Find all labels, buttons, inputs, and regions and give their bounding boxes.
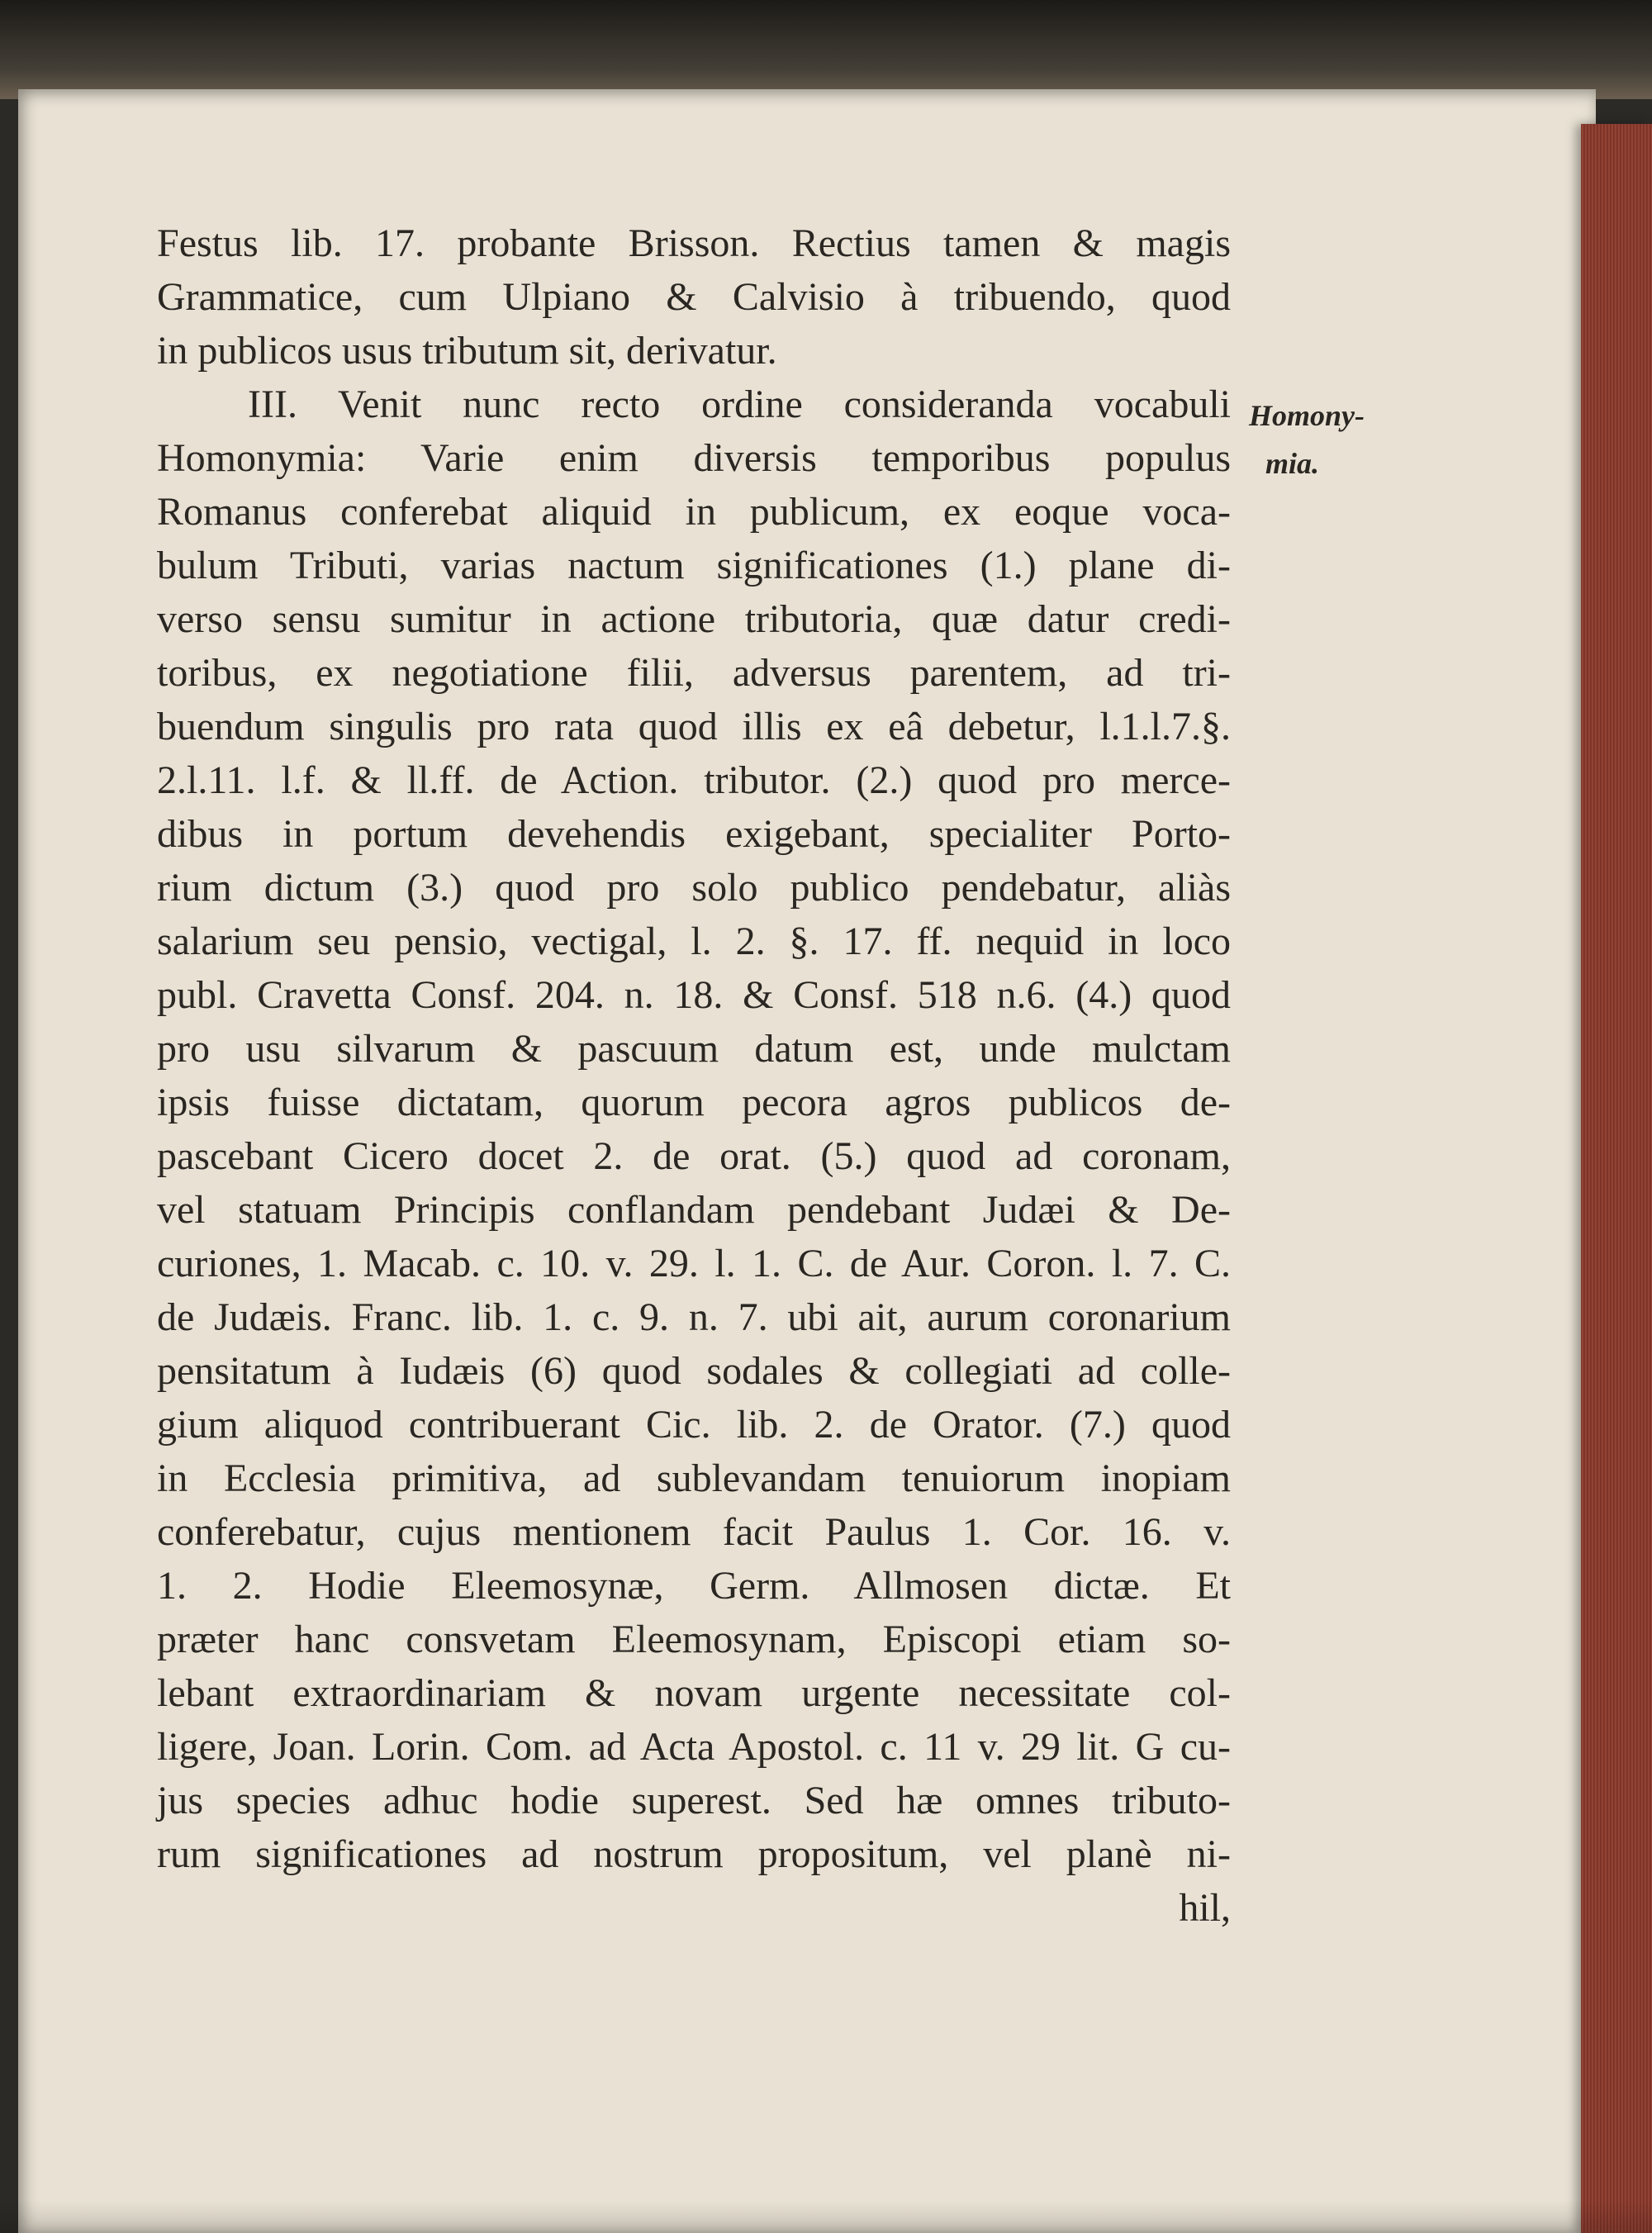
text-line: pro usu silvarum & pascuum datum est, unde mulctam <box>157 1027 1231 1071</box>
text-line: toribus, ex negotiatione filii, adversus parentem, ad tri- <box>157 651 1231 695</box>
text-line: curiones, 1. Macab. c. 10. v. 29. l. 1. C. de Aur. Coron. l. 7. C. <box>157 1242 1231 1285</box>
page-bottom-shadow <box>0 2200 1652 2233</box>
text-line: III. Venit nunc recto ordine consideranda vocabuli <box>248 382 1231 426</box>
text-line: pascebant Cicero docet 2. de orat. (5.) quod ad coronam, <box>157 1134 1231 1178</box>
text-line: vel statuam Principis conflandam pendebant Judæi & De- <box>157 1188 1231 1232</box>
margin-note <box>1249 392 1398 487</box>
text-line: lebant extraordinariam & novam urgente necessitate col- <box>157 1671 1231 1715</box>
text-line: Romanus conferebat aliquid in publicum, ex eoque voca- <box>157 490 1231 534</box>
text-line: jus species adhuc hodie superest. Sed hæ omnes tributo- <box>157 1779 1231 1822</box>
text-line: Homonymia: Varie enim diversis temporibus populus <box>157 436 1231 480</box>
margin-note-line: Homony- <box>1249 399 1365 432</box>
page-body-text <box>157 216 1231 1935</box>
text-line: 2.l.11. l.f. & ll.ff. de Action. tributor. (2.) quod pro merce- <box>157 758 1231 802</box>
text-line: buendum singulis pro rata quod illis ex eâ debetur, l.1.l.7.§. <box>157 705 1231 748</box>
text-line: Grammatice, cum Ulpiano & Calvisio à tribuendo, quod <box>157 275 1231 319</box>
margin-note-line: mia. <box>1265 447 1320 480</box>
text-line: pensitatum à Iudæis (6) quod sodales & collegiati ad colle- <box>157 1349 1231 1393</box>
page-fore-edge <box>1581 124 1652 2233</box>
text-line: 1. 2. Hodie Eleemosynæ, Germ. Allmosen dictæ. Et <box>157 1564 1231 1608</box>
text-line: bulum Tributi, varias nactum significationes (1.) plane di- <box>157 544 1231 587</box>
text-line: præter hanc consvetam Eleemosynam, Episcopi etiam so- <box>157 1618 1231 1661</box>
text-line: in publicos usus tributum sit, derivatur. <box>157 329 777 373</box>
text-line: ipsis fuisse dictatam, quorum pecora agros publicos de- <box>157 1081 1231 1124</box>
book-edge-top <box>0 0 1652 99</box>
text-line: rium dictum (3.) quod pro solo publico pendebatur, aliàs <box>157 866 1231 910</box>
catchword: hil, <box>1179 1886 1231 1930</box>
text-line: salarium seu pensio, vectigal, l. 2. §. 17. ff. nequid in loco <box>157 919 1231 963</box>
text-line: Festus lib. 17. probante Brisson. Rectius tamen & magis <box>157 221 1231 265</box>
text-line: in Ecclesia primitiva, ad sublevandam tenuiorum inopiam <box>157 1456 1231 1500</box>
text-line: publ. Cravetta Consf. 204. n. 18. & Consf. 518 n.6. (4.) quod <box>157 973 1231 1017</box>
text-line: conferebatur, cujus mentionem facit Paulus 1. Cor. 16. v. <box>157 1510 1231 1554</box>
text-line: verso sensu sumitur in actione tributoria, quæ datur credi- <box>157 597 1231 641</box>
text-line: de Judæis. Franc. lib. 1. c. 9. n. 7. ubi ait, aurum coronarium <box>157 1295 1231 1339</box>
text-line: ligere, Joan. Lorin. Com. ad Acta Apostol. c. 11 v. 29 lit. G cu- <box>157 1725 1231 1769</box>
text-line: dibus in portum devehendis exigebant, specialiter Porto- <box>157 812 1231 856</box>
text-line: rum significationes ad nostrum propositum, vel planè ni- <box>157 1832 1231 1876</box>
text-line: gium aliquod contribuerant Cic. lib. 2. de Orator. (7.) quod <box>157 1403 1231 1447</box>
